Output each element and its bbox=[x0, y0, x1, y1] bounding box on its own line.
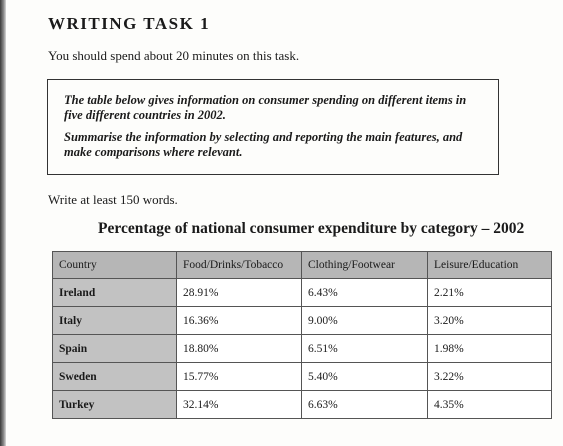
cell-food: 32.14% bbox=[177, 391, 302, 419]
table-title: Percentage of national consumer expenditure by category – 2002 bbox=[98, 220, 525, 237]
cell-food: 28.91% bbox=[177, 279, 302, 307]
table-row bbox=[53, 307, 552, 335]
cell-leisure: 2.21% bbox=[428, 279, 552, 307]
task-heading: WRITING TASK 1 bbox=[48, 14, 211, 33]
cell-leisure: 3.20% bbox=[428, 307, 552, 335]
prompt-directive: Summarise the information by selecting and reporting the main features, and make comparisons where relevant. bbox=[64, 130, 463, 159]
cell-clothing: 5.40% bbox=[302, 363, 428, 391]
row-country: Italy bbox=[53, 307, 177, 335]
row-country: Turkey bbox=[53, 391, 177, 419]
header-country: Country bbox=[53, 252, 177, 279]
row-country: Ireland bbox=[53, 279, 177, 307]
cell-clothing: 6.63% bbox=[302, 391, 428, 419]
word-requirement: Write at least 150 words. bbox=[48, 192, 178, 207]
document-page bbox=[6, 0, 563, 446]
cell-leisure: 4.35% bbox=[428, 391, 552, 419]
cell-food: 16.36% bbox=[177, 307, 302, 335]
table-row bbox=[53, 391, 552, 419]
cell-leisure: 3.22% bbox=[428, 363, 552, 391]
cell-food: 15.77% bbox=[177, 363, 302, 391]
prompt-description: The table below gives information on consumer spending on different items in five different countries in 2002. bbox=[64, 93, 467, 122]
table-header-row bbox=[53, 252, 552, 279]
cell-clothing: 9.00% bbox=[302, 307, 428, 335]
cell-leisure: 1.98% bbox=[428, 335, 552, 363]
row-country: Spain bbox=[53, 335, 177, 363]
expenditure-table bbox=[52, 251, 552, 419]
row-country: Sweden bbox=[53, 363, 177, 391]
header-food: Food/Drinks/Tobacco bbox=[177, 252, 302, 279]
cell-clothing: 6.51% bbox=[302, 335, 428, 363]
time-instruction: You should spend about 20 minutes on this task. bbox=[48, 48, 300, 63]
table-row bbox=[53, 279, 552, 307]
table-row bbox=[53, 335, 552, 363]
task-prompt-box bbox=[47, 79, 499, 175]
table-row bbox=[53, 363, 552, 391]
header-leisure: Leisure/Education bbox=[428, 252, 552, 279]
cell-food: 18.80% bbox=[177, 335, 302, 363]
header-clothing: Clothing/Footwear bbox=[302, 252, 428, 279]
cell-clothing: 6.43% bbox=[302, 279, 428, 307]
